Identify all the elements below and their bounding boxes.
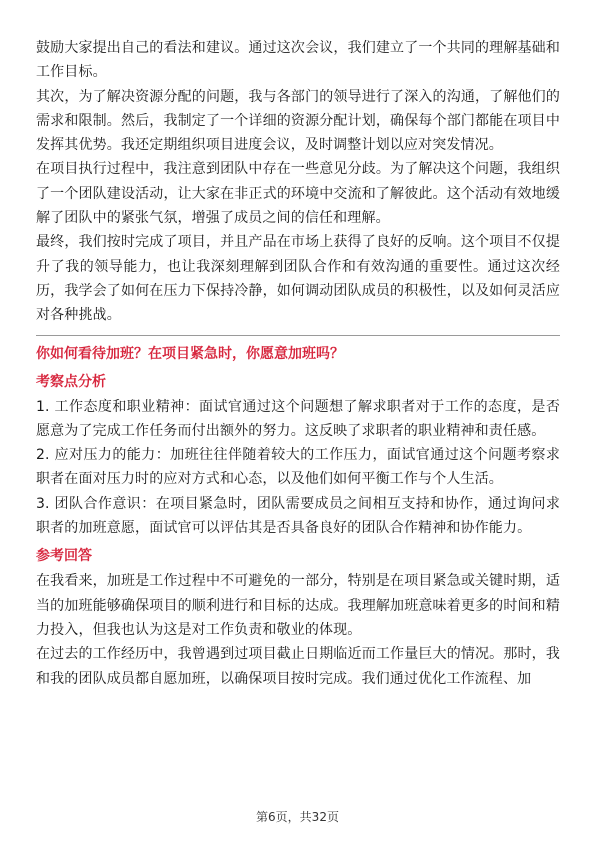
page-number: 第6页，共32页 — [256, 810, 339, 824]
interview-question: 你如何看待加班？在项目紧急时，你愿意加班吗？ — [36, 345, 344, 362]
page-content — [36, 36, 560, 691]
analysis-item: 1. 工作态度和职业精神：面试官通过这个问题想了解求职者对于工作的态度，是否愿意为了完成工作任务而付出额外的努力。这反映了求职者的职业精神和责任感。 — [36, 398, 560, 439]
answer-paragraph: 在过去的工作经历中，我曾遇到过项目截止日期临近而工作量巨大的情况。那时，我和我的团队成员都自愿加班，以确保项目按时完成。我们通过优化工作流程、加 — [36, 646, 560, 687]
answer-paragraph: 在我看来，加班是工作过程中不可避免的一部分，特别是在项目紧急或关键时期，适当的加班能够确保项目的顺利进行和目标的达成。我理解加班意味着更多的时间和精力投入，但我也认为这是对工作负责和敬业的体现。 — [36, 573, 560, 638]
answer-heading: 参考回答 — [36, 548, 92, 565]
body-paragraph: 在项目执行过程中，我注意到团队中存在一些意见分歧。为了解决这个问题，我组织了一个团队建设活动，让大家在非正式的环境中交流和了解彼此。这个活动有效地缓解了团队中的紧张气氛，增强了成员之间的信任和理解。 — [36, 161, 560, 227]
body-paragraph: 鼓励大家提出自己的看法和建议。通过这次会议，我们建立了一个共同的理解基础和工作目标。 — [36, 40, 560, 81]
section-divider — [36, 335, 560, 336]
body-paragraph: 最终，我们按时完成了项目，并且产品在市场上获得了良好的反响。这个项目不仅提升了我的领导能力，也让我深刻理解到团队合作和有效沟通的重要性。通过这次经历，我学会了如何在压力下保持冷静，如何调动团队成员的积极性，以及如何灵活应对各种挑战。 — [36, 234, 560, 324]
analysis-heading: 考察点分析 — [36, 373, 106, 390]
analysis-item: 2. 应对压力的能力：加班往往伴随着较大的工作压力，面试官通过这个问题考察求职者在面对压力时的应对方式和心态，以及他们如何平衡工作与个人生活。 — [36, 447, 560, 488]
analysis-item: 3. 团队合作意识：在项目紧急时，团队需要成员之间相互支持和协作，通过询问求职者的加班意愿，面试官可以评估其是否具备良好的团队合作精神和协作能力。 — [36, 495, 560, 537]
body-paragraph: 其次，为了解决资源分配的问题，我与各部门的领导进行了深入的沟通，了解他们的需求和限制。然后，我制定了一个详细的资源分配计划，确保每个部门都能在项目中发挥其优势。我还定期组织项目进度会议，及时调整计划以应对突发情况。 — [36, 88, 560, 154]
